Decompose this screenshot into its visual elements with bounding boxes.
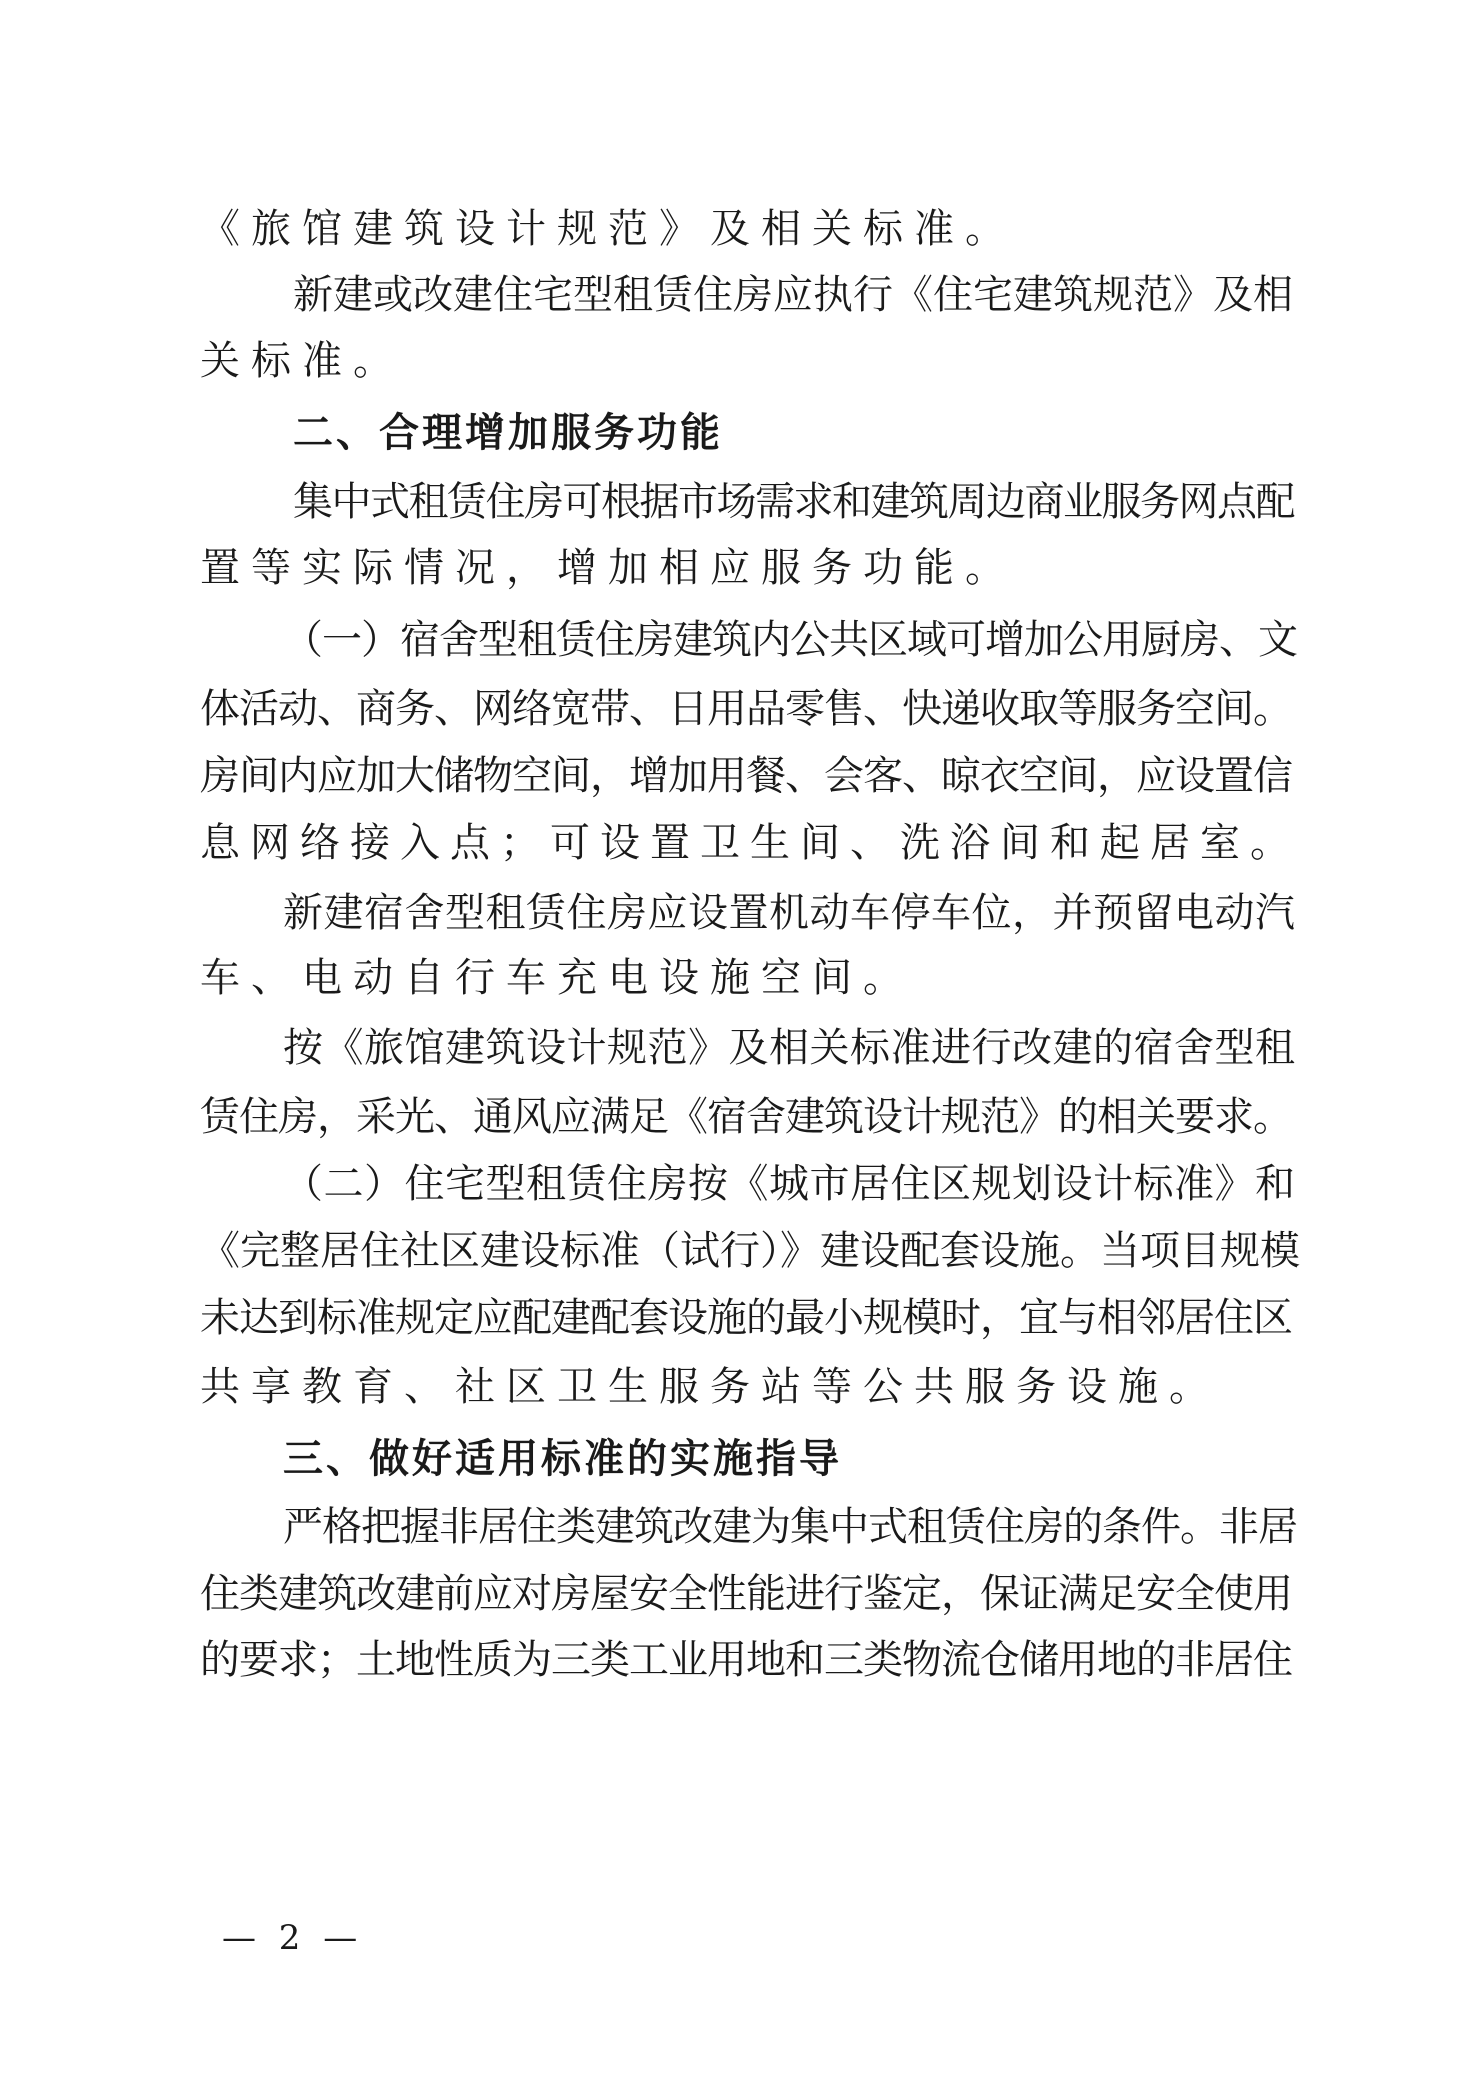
section-heading: 二、合理增加服务功能 (293, 410, 723, 456)
page-number: — 2 — (222, 1918, 364, 1958)
text-line: 按《旅馆建筑设计规范》及相关标准进行改建的宿舍型租 (283, 1025, 1296, 1071)
text-line: 新建宿舍型租赁住房应设置机动车停车位，并预留电动汽 (283, 890, 1296, 936)
text-line: 集中式租赁住房可根据市场需求和建筑周边商业服务网点配 (293, 479, 1294, 525)
section-heading: 三、做好适用标准的实施指导 (283, 1436, 842, 1482)
text-line: 置等实际情况，增加相应服务功能。 (200, 545, 1016, 591)
text-line: 体活动、商务、网络宽带、日用品零售、快递收取等服务空间。 (200, 686, 1292, 732)
text-line: 严格把握非居住类建筑改建为集中式租赁住房的条件。非居 (283, 1504, 1297, 1550)
text-line: 关标准。 (200, 338, 404, 384)
text-line: 车、电动自行车充电设施空间。 (200, 955, 914, 1001)
text-line: 未达到标准规定应配建配套设施的最小规模时，宜与相邻居住区 (200, 1295, 1292, 1341)
text-line: 的要求；土地性质为三类工业用地和三类物流仓储用地的非居住 (200, 1637, 1292, 1683)
text-line: 《旅馆建筑设计规范》及相关标准。 (200, 206, 1016, 252)
text-line: 《完整居住社区建设标准（试行）》建设配套设施。当项目规模 (200, 1228, 1300, 1274)
text-line: （一）宿舍型租赁住房建筑内公共区域可增加公用厨房、文 (283, 617, 1297, 663)
text-line: 赁住房，采光、通风应满足《宿舍建筑设计规范》的相关要求。 (200, 1094, 1292, 1140)
text-line: 房间内应加大储物空间，增加用餐、会客、晾衣空间，应设置信 (200, 753, 1292, 799)
text-line: 息网络接入点；可设置卫生间、洗浴间和起居室。 (200, 820, 1300, 866)
text-line: 住类建筑改建前应对房屋安全性能进行鉴定，保证满足安全使用 (200, 1571, 1292, 1617)
text-line: （二）住宅型租赁住房按《城市居住区规划设计标准》和 (283, 1161, 1296, 1207)
text-line: 共享教育、社区卫生服务站等公共服务设施。 (200, 1364, 1220, 1410)
text-line: 新建或改建住宅型租赁住房应执行《住宅建筑规范》及相 (293, 272, 1293, 318)
